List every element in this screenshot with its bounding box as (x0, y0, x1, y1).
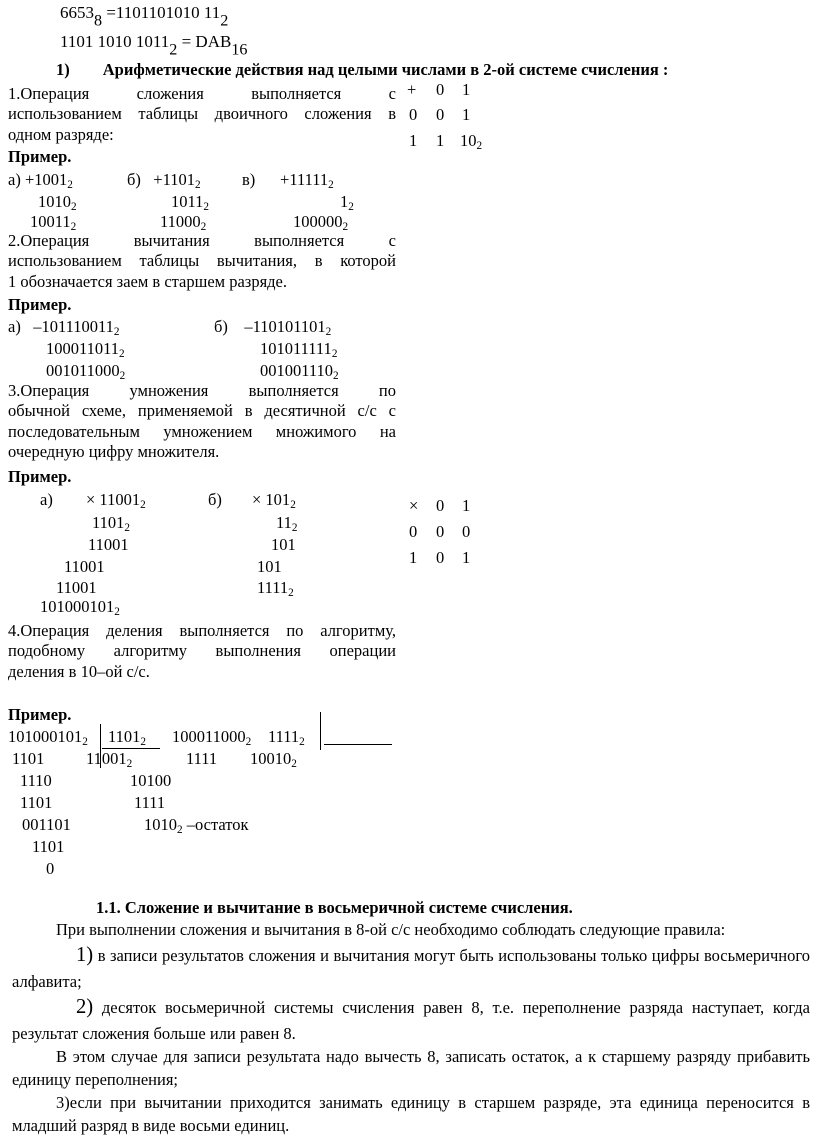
multiplication-example-b-row1: × $101_2$ (252, 490, 296, 511)
multiplication-example-b-label: б) (208, 490, 222, 509)
base-subscript: 2 (169, 41, 178, 59)
addition-example-b-row1: $б) +1101_2$ (127, 170, 201, 191)
binary-number: 1101 1010 1011 (60, 32, 170, 51)
addition-example-a-row2: $1010_2$ (38, 192, 77, 213)
multiplication-example-a-row3: 11001 (88, 535, 129, 554)
addition-description: 1.Операция сложения выполняется с использованием таблицы двоичного сложения в одном разряде: (8, 84, 396, 144)
subtraction-example-b-result: $001001110_2$ (260, 361, 339, 382)
addition-example-c-row2: $1_2$ (340, 192, 354, 213)
subtraction-example-b-row1: б) $-110101101_2$ (214, 317, 332, 338)
multiplication-description: 3.Операция умножения выполняется по обычной схеме, применяемой в десятичной с/с с последовательным умножением множимого на очередную цифру множителя. (8, 381, 396, 461)
hex-number: = DAB (181, 32, 232, 51)
multiplication-example-b-row4: 101 (257, 557, 282, 576)
multiplication-example-a-row2: $1101_2$ (92, 513, 130, 534)
multiplication-example-a-label: а) (40, 490, 53, 509)
division-step: 1101 (20, 793, 53, 812)
division-step: 1101 (32, 837, 65, 856)
multiplication-example-a-row5: 11001 (56, 578, 97, 597)
base-subscript: 16 (231, 41, 248, 59)
division-dividend-1: $101000101_2$ (8, 727, 88, 748)
example-label: Пример. (8, 295, 72, 314)
division-step: 10100 (130, 771, 172, 790)
division-bracket-horizontal (324, 744, 392, 745)
addition-example-c-result: $100000_2$ (293, 212, 349, 233)
subtraction-example-b-row2: $101011111_2$ (260, 339, 338, 360)
subtraction-example-a-row1: а) $-101110011_2$ (8, 317, 120, 338)
division-step: 1111 (186, 749, 218, 768)
division-step: 0 (46, 859, 55, 878)
section-heading-octal: 1.1. Сложение и вычитание в восьмеричной системе счисления. (96, 898, 573, 917)
division-quotient-2: $10010_2$ (250, 749, 297, 770)
conversion-line-1 (60, 3, 229, 30)
addition-example-b-row2: $1011_2$ (171, 192, 209, 213)
octal-rule-2: 2) десяток восьмеричной системы счисления равен 8, т.е. переполнение разряда наступает, когда результат сложения больше или равен 8. (12, 996, 810, 1043)
division-remainder: $1010_2$ –остаток (144, 815, 249, 836)
base-subscript: 2 (220, 12, 229, 30)
division-divisor-2: $1111_2$ (268, 727, 305, 748)
octal-intro: При выполнении сложения и вычитания в 8-ой с/с необходимо соблюдать следующие правила: (56, 920, 726, 939)
subtraction-description: 2.Операция вычитания выполняется с использованием таблицы вычитания, в которой 1 обозначается заем в старшем разряде. (8, 231, 396, 291)
subtraction-example-a-row2: $100011011_2$ (46, 339, 125, 360)
division-bracket-vertical (320, 712, 321, 750)
division-description: 4.Операция деления выполняется по алгоритму, подобному алгоритму выполнения операции деления в 10–ой с/с. (8, 621, 396, 681)
multiplication-example-a-row1: × $11001_2$ (86, 490, 146, 511)
subtraction-example-a-result: $001011000_2$ (46, 361, 126, 382)
multiplication-example-a-row4: 11001 (64, 557, 105, 576)
addition-example-b-result: $11000_2$ (160, 212, 207, 233)
example-label: Пример. (8, 705, 72, 724)
division-step: 1110 (20, 771, 52, 790)
multiplication-example-a-result: $101000101_2$ (40, 597, 120, 618)
division-divisor-1: $1101_2$ (108, 727, 146, 748)
octal-rule-3: 3)если при вычитании приходится занимать единицу в старшем разряде, эта единица переносится в младший разряд в виде восьми единиц. (12, 1093, 810, 1136)
example-label: Пример. (8, 467, 72, 486)
multiplication-example-b-row3: 101 (271, 535, 296, 554)
addition-example-a-result: $10011_2$ (30, 212, 77, 233)
multiplication-example-b-result: $1111_2$ (257, 578, 294, 599)
octal-rules (12, 918, 810, 1137)
octal-number: 6653 (60, 3, 94, 22)
octal-rule-1: 1) в записи результатов сложения и вычитания могут быть использованы только цифры восьмеричного алфавита; (12, 944, 810, 991)
addition-example-a-row1: $а) +1001_2$ (8, 170, 73, 191)
binary-number: =1101101010 11 (106, 3, 221, 22)
multiplication-example-b-row2: $11_2$ (276, 513, 298, 534)
addition-example-c-row1: в) $+11111_2$ (242, 170, 334, 191)
conversion-line-2 (60, 32, 248, 59)
division-quotient-1: $11001_2$ (86, 749, 133, 770)
division-dividend-2: $100011000_2$ (172, 727, 252, 748)
section-heading-binary-arithmetic: 1) Арифметические действия над целыми числами в 2-ой системе счисления : (56, 60, 669, 79)
division-step: 1101 (12, 749, 45, 768)
base-subscript: 8 (94, 12, 103, 30)
octal-paragraph-3: В этом случае для записи результата надо вычесть 8, записать остаток, а к старшему разряду прибавить единицу переполнения; (12, 1047, 810, 1090)
example-label: Пример. (8, 147, 72, 166)
division-step: 1111 (134, 793, 166, 812)
division-step: 001101 (22, 815, 71, 834)
